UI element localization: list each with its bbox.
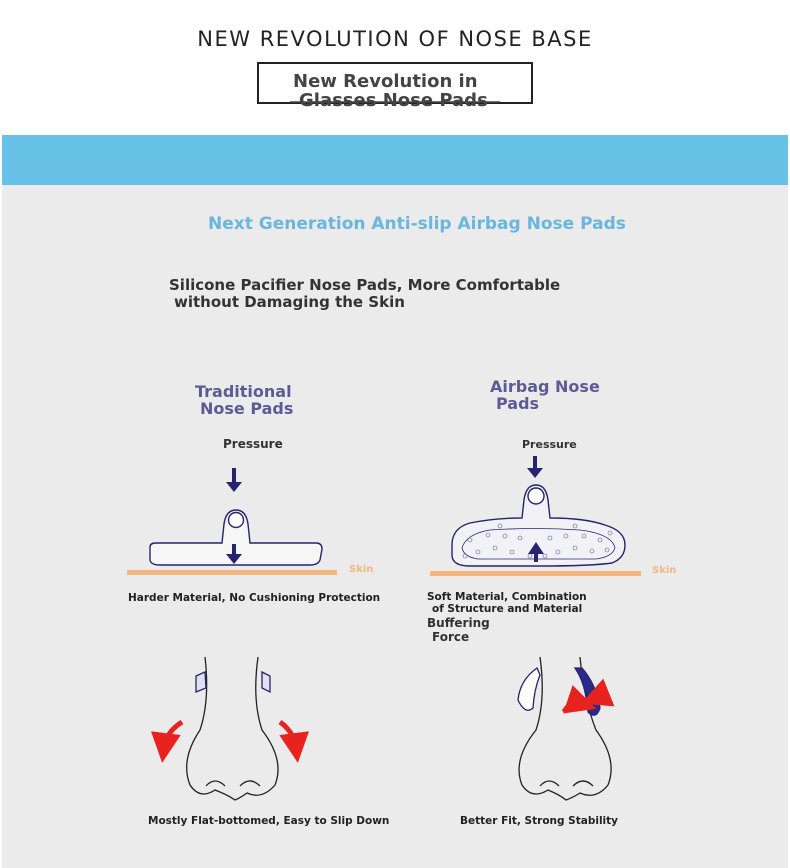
traditional-title-line-1: Traditional [195,382,292,401]
airbag-title-line-2: Pads [496,394,540,413]
headline: Next Generation Anti-slip Airbag Nose Pads [208,214,626,234]
airbag-buffer-line-1: Buffering [427,616,490,630]
traditional-nose-caption: Mostly Flat-bottomed, Easy to Slip Down [148,815,390,827]
airbag-caption-line-2: of Structure and Material [432,603,583,615]
traditional-pressure-arrow-icon [226,468,242,492]
airbag-skin-label: Skin [652,565,677,576]
airbag-nose-caption: Better Fit, Strong Stability [460,815,619,827]
traditional-left-slip-arrow-icon [164,722,182,748]
traditional-caption: Harder Material, No Cushioning Protection [128,592,381,604]
silicone-text-line-1: Silicone Pacifier Nose Pads, More Comfortable [169,276,561,294]
airbag-pressure-label: Pressure [522,438,577,451]
traditional-title-line-2: Nose Pads [200,399,294,418]
airbag-buffer-line-2: Force [432,630,470,644]
traditional-right-slip-arrow-icon [280,722,296,748]
airbag-pressure-arrow-icon [527,456,543,478]
traditional-pressure-label: Pressure [223,437,283,451]
airbag-left-grip-arrow-icon [564,703,582,712]
page-title: NEW REVOLUTION OF NOSE BASE [197,27,593,51]
airbag-title-line-1: Airbag Nose [490,377,600,396]
subtitle-line-2: Glasses Nose Pads [299,90,488,111]
traditional-skin-label: Skin [349,564,374,575]
airbag-skin-bar [430,571,641,576]
traditional-skin-bar [127,570,337,575]
subtitle-line-1: New Revolution in [293,71,478,92]
airbag-nose-icon [518,657,611,800]
traditional-nose-icon [187,657,278,800]
silicone-text-line-2: without Damaging the Skin [174,293,405,311]
airbag-caption-line-1: Soft Material, Combination [427,591,587,603]
